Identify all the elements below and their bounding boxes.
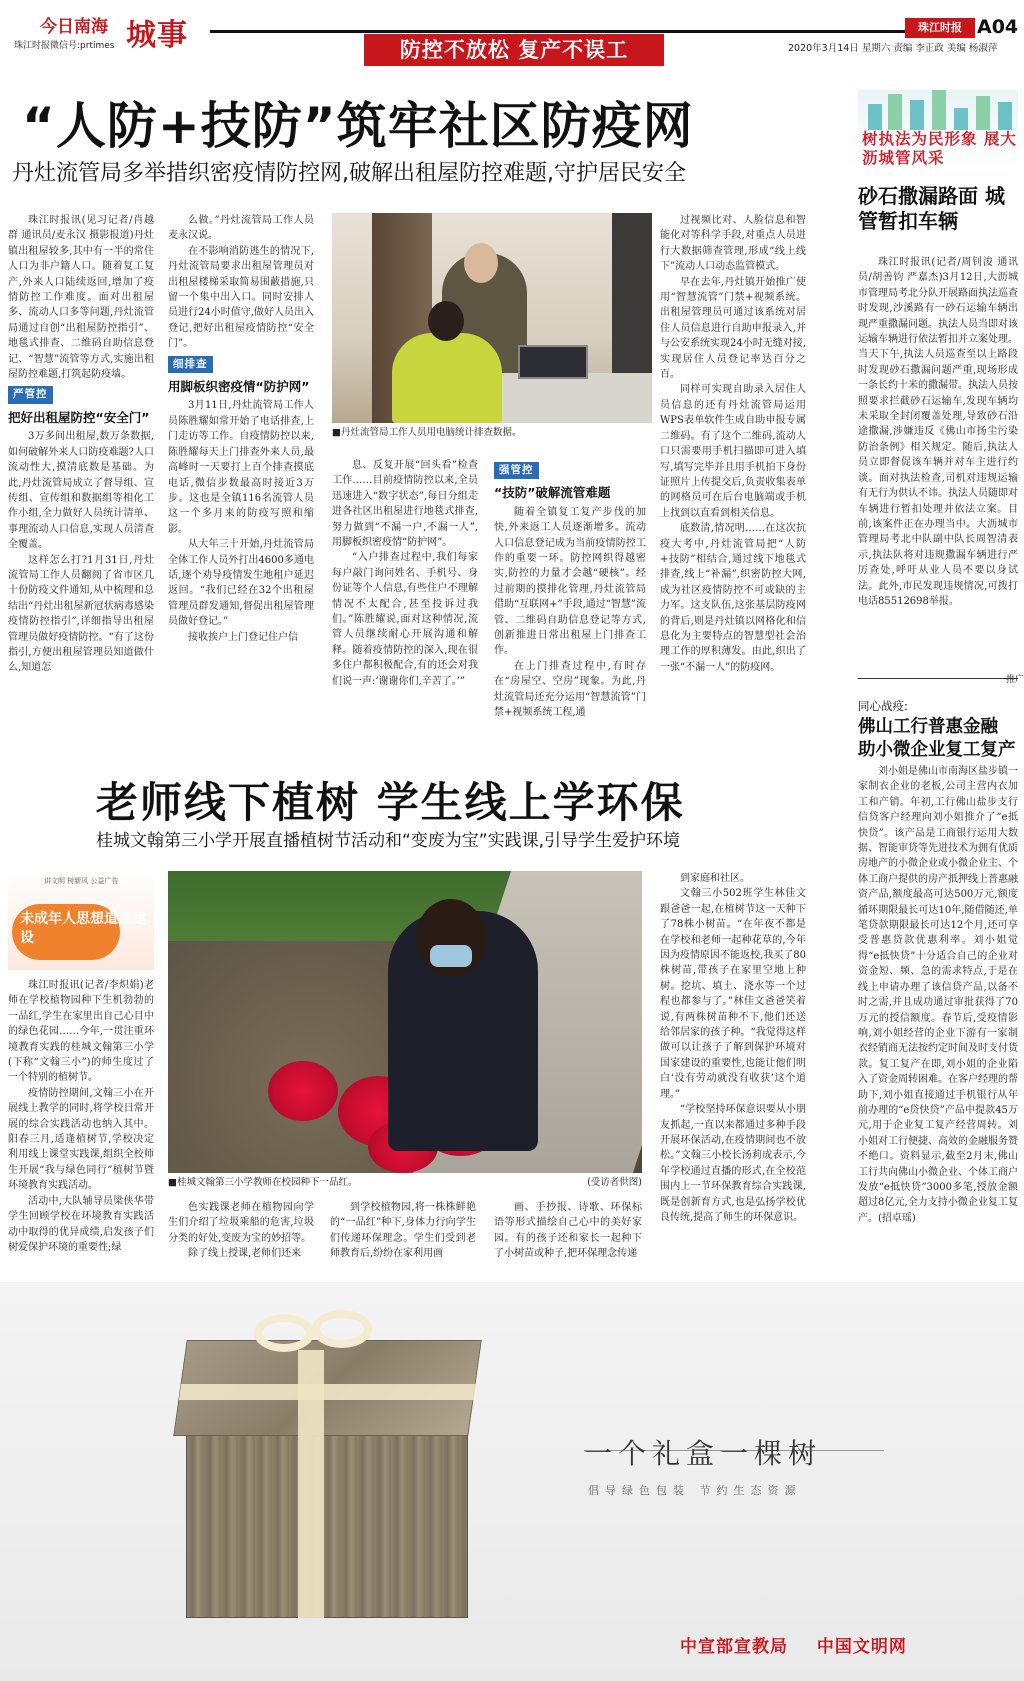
paragraph: 文翰三小502班学生林佳文跟爸爸一起,在植树节这一天种下了78株小树苗。“在年夜不都是在学校和老师一起种花草的,今年因为疫情原因不能返校,我买了80株树苗,带孩子在家里空地上种树。挖坑、填土、浇水等一个过程也都参与了。”林佳文爸爸笑着说,有两株树苗种不下,他们还送给邻居家的孩子种。“我觉得这样做可以让孩子了解到保护环境对国家建设的重要性,也能让他们明白‘没有劳动就没有收获’这个道理。”	[660, 888, 806, 1100]
paragraph: “学校坚持环保意识要从小朋友抓起,一直以来都通过多种手段开展环保活动,在疫情期间也不放松。”文翰三小校长汤莉成表示,今年学校通过直播的形式,在全校范围内上一节环保教育综合实践课,既是创新育方式,也是弘扬学校优良传统,提高了师生的环保意识。	[660, 1104, 806, 1223]
section-tag: 强管控	[494, 462, 539, 479]
paragraph: 刘小姐是佛山市南海区盐步镇一家制衣企业的老板,公司主营内衣加工和产销。年初,工行佛山盐步支行信贷客户经理向刘小姐推介了“e抵快贷”。该产品是工商银行运用大数据、智能审贷等先进技术为拥有优质房地产的小微企业或小微企业主、个体工商户提供的房产抵押线上普惠融资产品,额度最高可达500万元,额度循环期限最长可达10年,随借随还,单笔贷款期限最长可达12个月,还可享受普惠贷款优惠利率。刘小姐觉得“e抵快贷”十分适合自己的企业对资金短、频、急的需求特点,于是在线上申请办理了该信贷产品,以备不时之需,并且成功通过审批获得了70万元的授信额度。春节后,受疫情影响,刘小姐经营的企业下游有一家制衣经销商无法按约定时间及时支付货款。复工复产在即,刘小姐的企业陷入了资金周转困难。在客户经理的帮助下,刘小姐直接通过手机银行从年前办理的“e贷快贷”产品中提款45万元,用于企业复工复产经营周转。刘小姐对工行便捷、高效的金融服务赞不绝口。资料显示,截至2月末,佛山工行共向佛山小微企业、个体工商户发放“e抵快贷”3000多笔,授放金额超过8亿元,全力支持小微企业复工复产。(招卓瑶)	[858, 766, 1018, 1224]
page-number: A04	[977, 16, 1019, 38]
subheading: 用脚板织密疫情“防护网”	[168, 379, 310, 395]
sponsor-1: 中宣部宣教局	[680, 1637, 788, 1657]
article1-column-5	[660, 213, 806, 727]
urban-management-banner	[858, 90, 1018, 170]
article1-column-3	[332, 458, 478, 727]
article2-photo	[168, 871, 642, 1173]
moral-education-banner	[8, 870, 154, 970]
public-service-ad	[0, 1282, 1024, 1681]
paragraph: 到学校植物园,将一株株鲜艳的“一品红”种下,身体力行向学生们传递环保理念。学生们受到老师教育后,纷纷在家利用画	[330, 1202, 476, 1260]
subheading: 把好出租屋防控“安全门”	[8, 409, 150, 425]
paragraph: 到家庭和社区。	[680, 873, 750, 884]
article2-subheadline: 桂城文翰第三小学开展直播植树节活动和“变废为宝”实践课,引导学生爱护环境	[96, 831, 681, 851]
paragraph: 活动中,大队辅导员梁侠华带学生回顾学校在环境教育实践活动中取得的优异成绩,启发孩子们树爱保护环境的重要性;绿	[8, 1195, 154, 1253]
article1-column-2	[168, 213, 314, 727]
laptop-icon	[518, 345, 588, 379]
section-tag: 细排查	[168, 356, 213, 373]
article1-photo	[332, 213, 652, 423]
sidebar-story-1	[858, 255, 1018, 670]
paragraph: 么做。”丹灶流管局工作人员麦永汉说。	[168, 215, 314, 242]
ad-sponsors	[680, 1632, 929, 1657]
masthead-brand: 今日南海	[40, 17, 108, 37]
paragraph: 在不影响消防逃生的情况下,丹灶流管局要求出租屋管理员对出租屋楼梯采取简易围蔽措施,只留一个集中出入口。同时安排人员进行24小时值守,做好人员出入登记,把好出租屋疫情防控“安全门”。	[168, 245, 314, 350]
paragraph: 从大年三十开始,丹灶流管局全体工作人员外打出4600多通电话,逐个劝导疫情发生地租户延迟返回。“我们已经在32个出租屋管理员群发通知,督促出租屋管理员做好登记。”	[168, 539, 314, 628]
paragraph: 在上门排查过程中,有时存在“房屋空、空房”现象。为此,丹灶流管局还充分运用“智慧流管”门禁+视频系统工程,通	[494, 660, 646, 719]
sponsor-2: 中国文明网	[816, 1637, 907, 1657]
masthead-slogan: 防控不放松 复产不误工	[364, 34, 664, 66]
paragraph: 底数清,情况明……在这次抗疫大考中,丹灶流管局把“人防+技防”相结合,通过线下地毯式排查,线上“补漏”,织密防控大网,成为社区疫情防控不可或缺的主力军。这支队伍,这张基层防疫网的背后,则是丹灶镇以网格化和信息化为主要特点的智慧型社会治理工作的厚积薄发。由此,织出了一张“不漏一人”的防疫网。	[660, 523, 806, 673]
promo-label: 推广	[1006, 675, 1024, 685]
section-title: 城事	[126, 18, 188, 53]
paragraph: 珠江时报讯(见习记者/肖越群 通讯员/麦永汉 摄影报道)丹灶镇出租屋较多,其中有一半的常住人口为非户籍人口。随着复工复产,外来人口陆续返回,增加了疫情防控工作难度。面对出租屋多、流动人口多等问题,丹灶流管局通过自创“出租屋防控指引”、地毯式排查、二维码自助信息登记、“智慧”流管等方式,实施出租屋防控难题,打筑起防疫墙。	[8, 215, 154, 381]
section-tag: 严管控	[8, 386, 53, 403]
paragraph: 3万多间出租屋,数万条数据,如何破解外来人口防疫难题?人口流动性大,摸清底数是基础。为此,丹灶流管局成立了督导组、宣传组、宣传组和数据组等相化工作小组,全力做好人员统计清单、事理流动人口信息,实现人员清查全覆盖。	[8, 431, 154, 551]
paragraph: 色实践课老师在植物园向学生们介绍了垃圾乘船的危害,垃圾分类的好处,变废为宝的妙招等。	[168, 1202, 314, 1244]
masthead-rule	[210, 30, 910, 33]
ad-subtitle: 倡导绿色包装 节约生态资源	[588, 1484, 802, 1497]
paragraph: 珠江时报讯(记者/周钊浚 通讯员/胡善钧 严嘉杰)3月12日,大沥城市管理局考北分队开展路面执法巡查时发现,沙溪路有一砂石运输车辆出现严重撒漏问题。执法人员当即对该运输车辆进行依法暂扣并立案处理。当天下午,执法人员巡查至以上路段时发现砂石撒漏问题严重,现场形成一条长约十米的撒漏带。执法人员按照要求拦截砂石运输车,发现车辆均未采取全封闭覆盖处理,导致砂石沿途撒漏,涉嫌违反《佛山市扬尘污染防治条例》相关规定。随后,执法人员立即督促该车辆并对车主进行约谈。面对执法检查,司机对违规运输有无行为供认不讳。执法人员随即对车辆进行暂扣处理并依法立案。目前,该案件正在办理当中。大沥城市管理局考北中队副中队长周智清表示,执法队将对违规撒漏车辆进行严厉查处,呼吁从业人员不要以身试法。此外,市民发现违规情况,可拨打电话85512698举报。	[858, 257, 1018, 607]
paragraph: “入户排查过程中,我们每家每户敲门询问姓名、手机号、身份证等个人信息,有些住户不理解情况不太配合,甚至投诉过我们。”陈胜耀说,面对这种情况,流管人员继续耐心开展沟通和解释。随着疫情防控的深入,现在很多住户都积极配合,有的还会对我们说一声:‘谢谢你们,辛苦了。’”	[332, 552, 478, 687]
banner-text: 未成年人思想道德建设	[20, 911, 146, 946]
sidebar-divider	[858, 678, 1018, 679]
article2-column-1	[8, 978, 154, 1260]
article2-photo-caption	[168, 1174, 642, 1188]
sidebar-headline-1: 砂石撒漏路面 城管暂扣车辆	[858, 184, 1005, 233]
article2-column-3	[330, 1200, 476, 1262]
paragraph: 接收挨户上门登记住户信	[188, 631, 298, 643]
paragraph: 同样可实现自助录入居住人员信息的还有丹灶流管局运用WPS表单软件生成自助申报专属二维码。有了这个二维码,流动人口只需要用手机扫描即可进入填写,填写完毕并且用手机拍下身份证照片上传提交后,负责收集表单的网格员可在后台电脑端或手机上找到以直看到相关信息。	[660, 384, 806, 519]
paragraph: 息、反复开展“回头看”检查工作……目前疫情防控以来,全员迅速进入“数字状态”,每日分组走进各社区出租屋进行地毯式排查,努力做到“不漏一户,不漏一人”,用脚板织密疫情“防护网”。	[332, 460, 478, 549]
masthead-wechat: 珠江时报微信号:prtimes	[14, 41, 115, 51]
dateline: 2020年3月14日 星期六 责编 李正政 美编 杨淑萍	[788, 43, 998, 54]
poinsettia-icon	[268, 1061, 338, 1121]
newspaper-logo: 珠江时报	[905, 18, 975, 38]
caption-text: ■桂城文翰第三小学教师在校园种下一品红。	[168, 1177, 358, 1188]
article1-photo-caption: ■丹灶流管局工作人员用电脑统计排查数据。	[332, 427, 522, 438]
paragraph: 珠江时报讯(记者/李炽娟)老师在学校植物园种下生机勃勃的一品红,学生在家里出自己心目中的绿色花园……今年,一贯注重环境教育实践的桂城文翰第三小学(下称“文翰三小”)的师生度过了一个特别的植树节。	[8, 980, 154, 1084]
subheading: “技防”破解流管难题	[494, 485, 611, 501]
article2-headline: 老师线下植树 学生线上学环保	[96, 778, 685, 827]
article1-column-4	[494, 458, 646, 727]
paragraph: 3月11日,丹灶流管局工作人员陈胜耀如常开始了电话排查,上门走访等工作。自疫情防控以来,陈胜耀每天上门排查外来人员,最高峰时一天要打上百个排查摸底电话,微信步数最高时接近3万步。这也是全镇116名流管人员这一个多月来的防疫写照和缩影。	[168, 400, 314, 535]
article1-column-1	[8, 213, 154, 727]
banner-header: 讲文明 树新风 公益广告	[44, 877, 119, 885]
article2-column-4	[494, 1200, 642, 1262]
photo-credit: (受访者供图)	[587, 1177, 642, 1188]
paragraph: 这样怎么打?1月31日,丹灶流管局工作人员翻阅了省市区几十份防疫文件通知,从中梳理和总结出“丹灶出租屋新冠状病毒感染疫情防控指引”,详细指导出租屋管理员做好疫情防控。“有了这份指引,方便出租屋管理员知道做什么,知道怎	[8, 554, 154, 674]
paragraph: 画、手抄报、诗歌、环保标语等形式描绘自己心中的美好家园。有的孩子还和家长一起种下了小树苗或种子,把环保理念传递	[494, 1202, 642, 1260]
paragraph: 随着全镇复工复产步伐的加快,外来返工人员逐渐增多。流动人口信息登记成为当前疫情防控工作的重要一环。防控网织得越密实,防控的力量才会越“硬核”。经过前期的摸排化管理,丹灶流管局借助“互联网+”手段,通过“智慧”流管、二维码自助信息登记等方式,创新推进日常出租屋上门排查工作。	[494, 506, 646, 657]
article2-column-2	[168, 1200, 314, 1262]
sidebar-kicker: 同心战疫:	[858, 699, 908, 713]
sidebar-story-2	[858, 764, 1018, 1262]
paragraph: 早在去年,丹灶镇开始推广使用“智慧流管”门禁+视频系统。出租屋管理员可通过该系统对居住人员信息进行自助申报录入,并与公安系统实现24小时无缝对接,实现居住人员登记率达百分之百。	[660, 276, 806, 381]
gift-box-icon	[180, 1340, 475, 1620]
paragraph: 过视频比对、人脸信息和智能化对等科学手段,对重点人员进行大数据筛查管理,形成“线上线下”流动人口动态监管模式。	[660, 215, 806, 273]
paragraph: 除了线上授课,老师们还来	[188, 1248, 302, 1260]
ad-title: 一个礼盒一棵树	[584, 1437, 823, 1470]
article1-headline: “人防+技防”筑牢社区防疫网	[22, 97, 694, 155]
sidebar-headline-2: 佛山工行普惠金融 助小微企业复工复产	[858, 717, 1016, 760]
article1-subheadline: 丹灶流管局多举措织密疫情防控网,破解出租屋防控难题,守护居民安全	[12, 161, 686, 186]
paragraph: 疫情防控期间,文翰三小在开展线上教学的同时,将学校日常开展的综合实践活动也纳入其中。阳春三月,适逢植树节,学校决定利用线上课堂实践课,组织全校师生开展“我与绿色同行”植树节暨环境教育实践活动。	[8, 1087, 154, 1192]
banner-slogan: 树执法为民形象 展大沥城管风采	[862, 130, 1017, 167]
article2-column-5	[660, 871, 806, 1262]
